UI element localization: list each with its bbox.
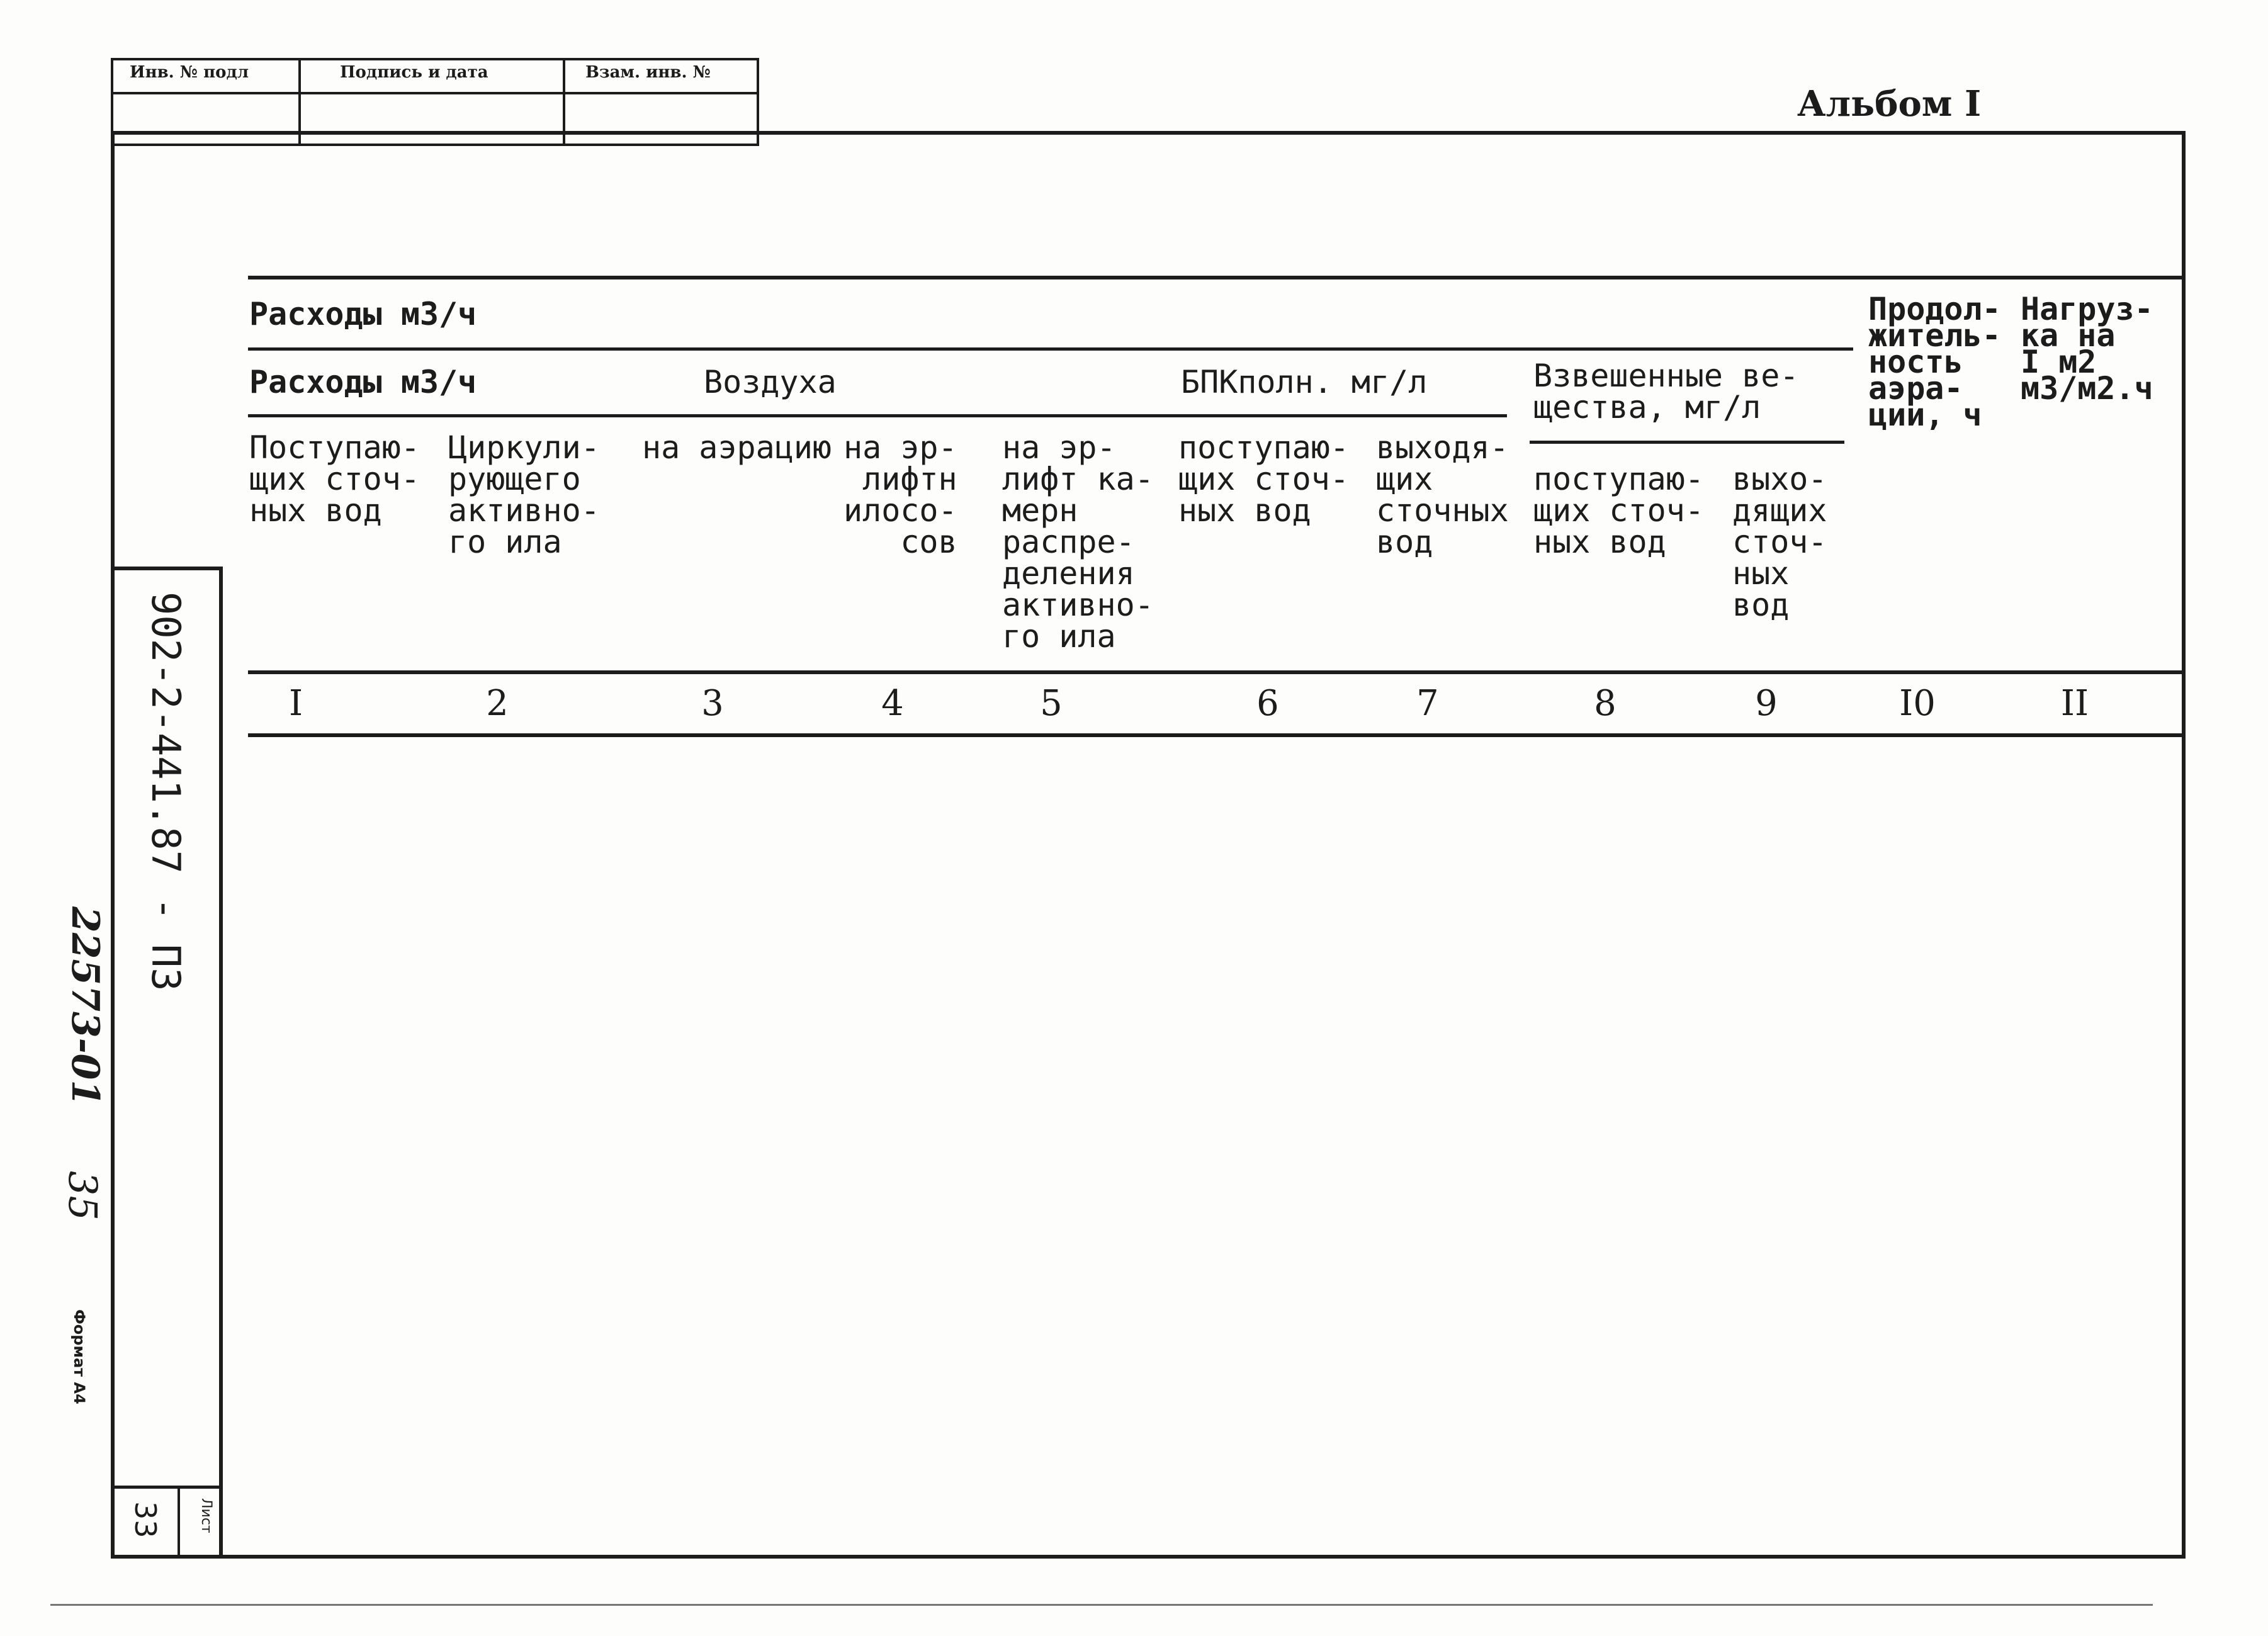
col-number: 6 bbox=[1256, 683, 1279, 724]
col-number: 5 bbox=[1040, 683, 1063, 724]
col-number: 4 bbox=[881, 683, 904, 724]
col3-header: на аэрацию bbox=[642, 429, 832, 466]
table-top-rule bbox=[248, 276, 2186, 279]
col2-header: Циркули- рующего активно- го ила bbox=[448, 429, 600, 560]
page-number-handwritten: 35 bbox=[60, 1171, 106, 1221]
scan-edge-bottom bbox=[50, 1604, 2153, 1606]
group-bpk: БПКполн. мг/л bbox=[1181, 364, 1428, 400]
side-strip-right bbox=[219, 567, 223, 1559]
table-rule-groups bbox=[248, 414, 1507, 417]
col5-header: на эр- лифт ка- мерн распре- деления активно- го ила bbox=[1002, 429, 1154, 655]
table-rule-title bbox=[248, 347, 1853, 351]
project-code: 902-2-441.87 - ПЗ bbox=[143, 592, 189, 991]
archive-number: 22573-01 bbox=[63, 906, 107, 1107]
group-air: Воздуха bbox=[704, 364, 837, 400]
col7-header: выходя- щих сточных вод bbox=[1376, 429, 1509, 560]
sheet-number: 33 bbox=[128, 1501, 162, 1538]
col-number: 8 bbox=[1594, 683, 1616, 724]
stamp-sign-label: Подпись и дата bbox=[340, 63, 488, 82]
stamp-inv-label: Инв. № подл bbox=[130, 63, 249, 82]
table-rule-numbers-bottom bbox=[248, 733, 2186, 737]
sheet-box-top bbox=[111, 1486, 223, 1489]
col-number: I bbox=[288, 683, 303, 724]
col-number: 9 bbox=[1755, 683, 1778, 724]
group-flow: Расходы м3/ч bbox=[249, 364, 477, 400]
stamp-header-divider bbox=[111, 92, 759, 94]
col6-header: поступаю- щих сточ- ных вод bbox=[1178, 429, 1349, 529]
album-title: Альбом I bbox=[1797, 83, 1982, 125]
col-number: 7 bbox=[1416, 683, 1439, 724]
col9-header: выхо- дящих сточ- ных вод bbox=[1732, 461, 1827, 623]
col1-header: Поступаю- щих сточ- ных вод bbox=[249, 429, 420, 529]
group-suspended-solids: Взвешенные ве- щества, мг/л bbox=[1533, 358, 1799, 426]
stamp-vzam-label: Взам. инв. № bbox=[585, 63, 711, 82]
col-number: I0 bbox=[1899, 683, 1936, 724]
col-load: Нагруз- ка на I м2 м3/м2.ч bbox=[2021, 291, 2153, 407]
col-duration: Продол- житель- ность аэра- ции, ч bbox=[1868, 291, 2001, 433]
col-number: 2 bbox=[486, 683, 509, 724]
table-rule-ss bbox=[1530, 441, 1844, 444]
format-label: Формат А4 bbox=[71, 1309, 88, 1404]
sheet-label: Лист bbox=[198, 1498, 214, 1533]
col8-header: поступаю- щих сточ- ных вод bbox=[1533, 461, 1704, 560]
col-number: 3 bbox=[701, 683, 724, 724]
sheet-box-divider bbox=[178, 1486, 180, 1559]
table-title: Расходы м3/ч bbox=[249, 296, 477, 332]
table-rule-numbers-top bbox=[248, 670, 2186, 674]
col-number: II bbox=[2060, 683, 2089, 724]
col4-header: на эр- лифтн илосо- сов bbox=[843, 429, 957, 560]
side-strip-border bbox=[111, 567, 223, 570]
